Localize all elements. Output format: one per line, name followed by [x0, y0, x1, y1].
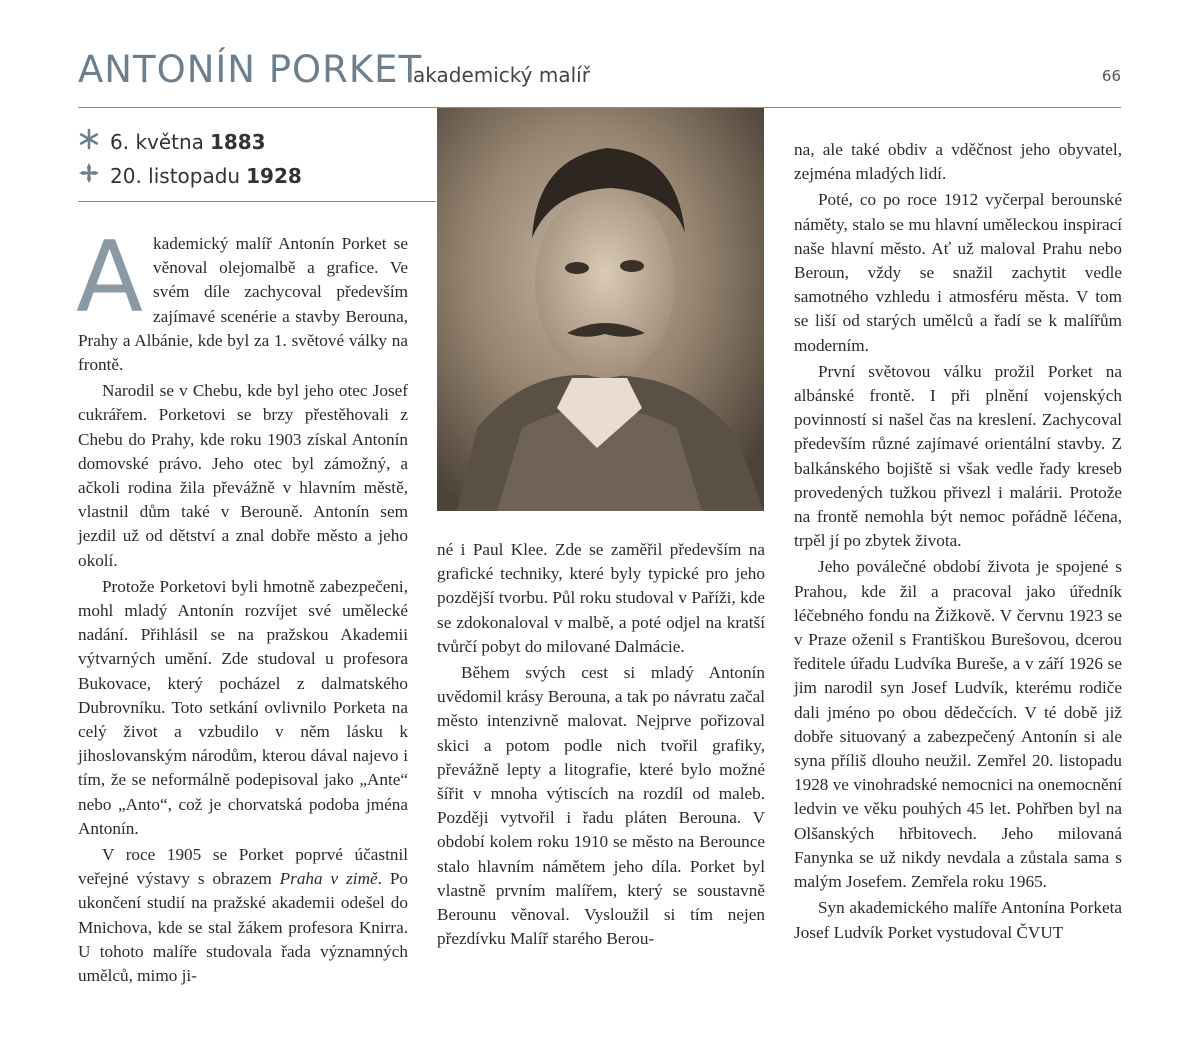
portrait-photo [437, 108, 764, 511]
paragraph: Poté, co po roce 1912 vyčerpal berounské náměty, stalo se mu hlavní uměleckou inspirací naše hlavní město. Ať už maloval Prahu nebo Beroun, vždy se snažil zachytit vedle samotného vzhledu i atmosféru města. V tom se liší od starých umělců a řadí se k malířům moderním. [794, 190, 1122, 355]
paragraph: na, ale také obdiv a vděčnost jeho obyvatel, zejména mladých lidí. [794, 140, 1122, 184]
page-header [78, 45, 1121, 108]
text-column-3 [794, 138, 1122, 947]
text-column-2 [437, 538, 765, 953]
paragraph: né i Paul Klee. Zde se zaměřil především na grafické techniky, které byly typické pro jeho pozdější tvorbu. Půl roku studoval v Paříži, kde se zdokonaloval v malbě, a poté odjel na kratší tvůrčí pobyt do milované Dalmácie. [437, 540, 765, 656]
death-date-row [78, 161, 302, 191]
artwork-title: Praha v zimě [279, 869, 378, 889]
paragraph: První světovou válku prožil Porket na albánské frontě. I při plnění vojenských povinností si našel čas na kreslení. Zachycoval především různé zajímavé orientální stavby. Z balkánského bojiště si však vedle řady kreseb provedených tužkou přivezl i malárii. Protože na frontě nemohla být nemoc pořádně léčena, trpěl jí po zbytek života. [794, 361, 1122, 551]
death-day: 20. listopadu [110, 164, 241, 188]
paragraph: Během svých cest si mladý Antonín uvědomil krásy Berouna, a tak po návratu začal město intenzivně malovat. Nejprve pořizoval skici a potom podle nich tvořil grafiky, převážně lepty a litografie, které bylo možné šířit v mnoha výtiscích na rozdíl od maleb. Později vytvořil i řadu pláten Berouna. V období kolem roku 1910 se město na Berounce stalo hlavním námětem jeho díla. Porket byl vlastně prvním malířem, který se soustavně Berounu věnoval. Vysloužil si tím nejen přezdívku Malíř starého Berou- [437, 663, 765, 949]
portrait-illustration [437, 108, 764, 511]
life-dates [78, 125, 436, 202]
article-subtitle: akademický malíř [413, 63, 590, 87]
paragraph: Jeho poválečné období života je spojené s Prahou, kde žil a pracoval jako úředník léčebného fondu na Žižkově. V červnu 1923 se v Praze oženil s Františkou Burešovou, dcerou ředitele úřadu Ludvíka Bureše, a v září 1926 se jim narodil syn Josef Ludvík, kterému rodiče dali jméno po obou dědečcích. V té době již dobře situovaný a zabezpečený Antonín si ale syna příliš dlouho neužil. Zemřel 20. listopadu 1928 ve vinohradské nemocnici na onemocnění ledvin ve věku pouhých 45 let. Pohřben byl na Olšanských hřbitovech. Jeho milovaná Fanynka se už nikdy nevdala a zůstala sama s malým Josefem. Zemřela roku 1965. [794, 557, 1122, 892]
article-title: ANTONÍN PORKET [78, 48, 423, 91]
cross-icon [78, 162, 108, 190]
text-column-1 [76, 221, 408, 990]
birth-year: 1883 [209, 130, 266, 154]
paragraph: Narodil se v Chebu, kde byl jeho otec Josef cukrářem. Porketovi se brzy přestěhovali z Chebu do Prahy, kde roku 1903 získal Antonín domovské právo. Jeho otec byl zámožný, a ačkoli rodina žila převážně v hlavním městě, vlastnil dům také v Berouně. Antonín sem jezdil už od dětství a znal dobře město a jeho okolí. [78, 381, 408, 570]
paragraph: Syn akademického malíře Antonína Porketa Josef Ludvík Porket vystudoval ČVUT [794, 898, 1122, 942]
paragraph: V roce 1905 se Porket poprvé účastnil veřejné výstavy s obrazem Praha v zimě. Po ukončení studií na pražské akademii odešel do Mnichova, kde se stal žákem profesora Knirra. U tohoto malíře studovala řada významných umělců, mimo ji- [78, 845, 408, 986]
drop-cap: A [76, 221, 144, 335]
page-number: 66 [1101, 67, 1121, 85]
birth-date-row [78, 127, 266, 157]
death-year: 1928 [246, 164, 302, 188]
birth-day: 6. května [110, 130, 204, 154]
asterisk-icon [78, 128, 108, 156]
paragraph: Protože Porketovi byli hmotně zabezpečeni, mohl mladý Antonín rozvíjet své umělecké nadání. Přihlásil se na pražskou Akademii výtvarných umění. Zde studoval u profesora Bukovace, který pocházel z dalmatského Dubrovníku. Toto setkání ovlivnilo Porketa na celý život a vzbudilo v něm lásku k jihoslovanským národům, kterou dával najevo i tím, že se neformálně podepisoval jako „Ante“ nebo „Anto“, což je chorvatská podoba jména Antonín. [78, 576, 408, 838]
paragraph: Akademický malíř Antonín Porket se věnoval olejomalbě a grafice. Ve svém díle zachycoval především zajímavé scenérie a stavby Berouna, Prahy a Albánie, kde byl za 1. světové války na frontě. [76, 221, 408, 375]
